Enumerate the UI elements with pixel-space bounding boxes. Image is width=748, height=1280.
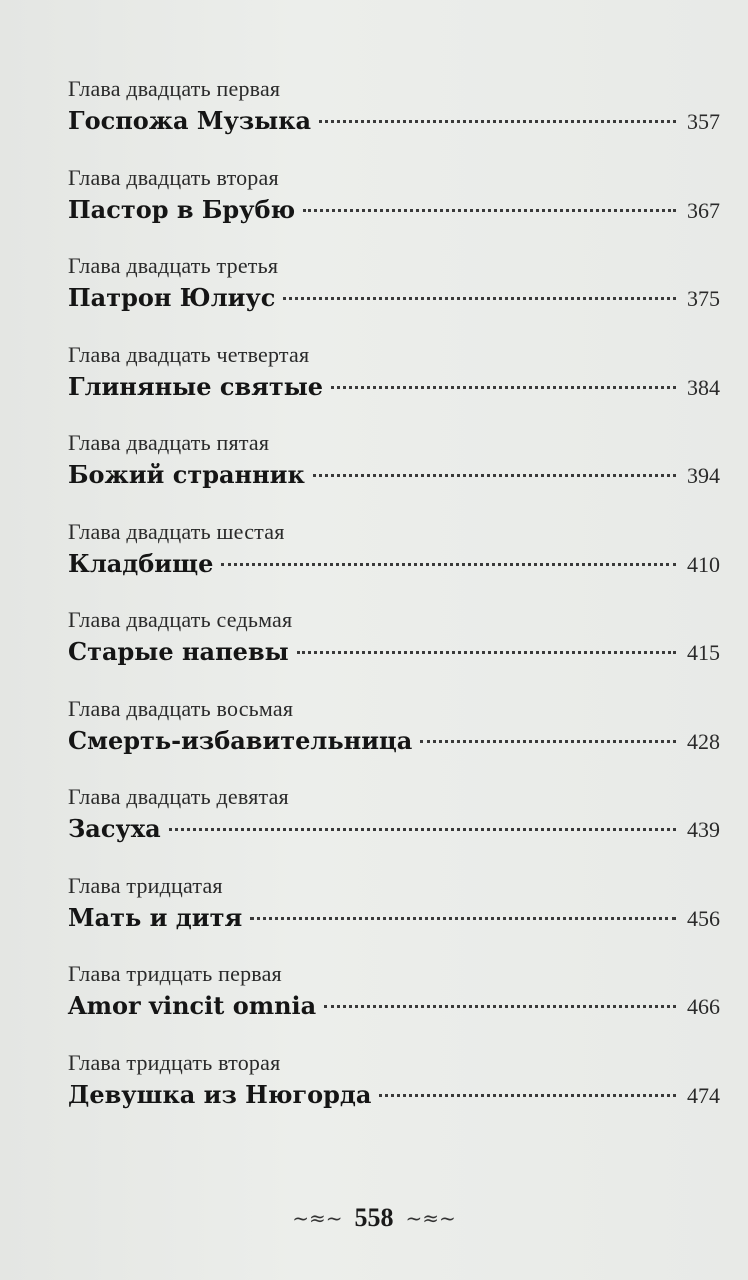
toc-row (68, 104, 720, 138)
chapter-title: Божий странник (68, 460, 305, 489)
toc-row (68, 281, 720, 315)
toc-row (68, 989, 720, 1023)
page-number: 384 (687, 374, 720, 400)
dot-leader (313, 474, 676, 477)
table-of-contents (68, 76, 720, 1138)
ornament-left-icon: ~≈~ (292, 1206, 343, 1230)
dot-leader (303, 209, 676, 212)
toc-row (68, 547, 720, 581)
toc-entry (68, 430, 720, 519)
toc-entry (68, 784, 720, 873)
toc-entry (68, 76, 720, 165)
chapter-title: Смерть-избавительница (68, 725, 413, 755)
dot-leader (250, 917, 676, 920)
toc-entry (68, 607, 720, 696)
chapter-label: Глава двадцать седьмая (68, 607, 293, 632)
chapter-title: Старые напевы (68, 637, 289, 666)
toc-entry (68, 961, 720, 1050)
chapter-title: Патрон Юлиус (68, 283, 276, 312)
page-number: 415 (687, 640, 720, 665)
chapter-label: Глава двадцать первая (68, 76, 281, 101)
chapter-label: Глава тридцать вторая (68, 1049, 281, 1075)
toc-entry (68, 696, 720, 785)
toc-entry (68, 1050, 720, 1139)
chapter-title: Госпожа Музыка (68, 106, 312, 135)
dot-leader (297, 651, 676, 654)
chapter-label: Глава двадцать восьмая (68, 695, 294, 721)
chapter-label: Глава двадцать пятая (68, 430, 270, 455)
page-footer (0, 1203, 748, 1233)
chapter-label: Глава тридцатая (68, 872, 223, 898)
chapter-title: Глиняные святые (68, 371, 324, 401)
chapter-title: Засуха (68, 814, 161, 843)
dot-leader (221, 563, 676, 566)
toc-row (68, 370, 720, 404)
ornament-right-icon: ~≈~ (405, 1206, 456, 1230)
chapter-label: Глава двадцать третья (68, 253, 279, 278)
chapter-label: Глава двадцать вторая (68, 164, 279, 190)
dot-leader (331, 386, 676, 389)
page-number: 367 (687, 197, 720, 223)
toc-entry (68, 873, 720, 962)
dot-leader (169, 828, 676, 831)
page-number: 466 (687, 994, 720, 1019)
footer-page-number: 558 (354, 1203, 394, 1232)
page-number: 410 (687, 551, 720, 577)
chapter-label: Глава тридцать первая (68, 961, 282, 986)
toc-row (68, 458, 720, 492)
dot-leader (319, 120, 676, 123)
toc-row (68, 635, 720, 669)
toc-row (68, 724, 720, 758)
dot-leader (379, 1094, 676, 1097)
toc-entry (68, 165, 720, 254)
toc-entry (68, 253, 720, 342)
toc-row (68, 812, 720, 846)
page-number: 439 (687, 817, 720, 842)
dot-leader (420, 740, 676, 743)
chapter-title: Пастор в Брубю (68, 194, 296, 224)
page-number: 474 (687, 1082, 720, 1108)
toc-entry (68, 519, 720, 608)
page-number: 456 (687, 905, 720, 931)
dot-leader (283, 297, 676, 300)
chapter-title: Девушка из Нюгорда (68, 1079, 372, 1109)
chapter-label: Глава двадцать шестая (68, 518, 285, 544)
page-number: 357 (687, 109, 720, 134)
dot-leader (324, 1005, 676, 1008)
chapter-title: Кладбище (68, 548, 214, 578)
chapter-label: Глава двадцать четвертая (68, 341, 310, 367)
toc-row (68, 193, 720, 227)
chapter-label: Глава двадцать девятая (68, 784, 289, 809)
chapter-title: Мать и дитя (68, 902, 243, 932)
page-number: 428 (687, 728, 720, 754)
toc-row (68, 1078, 720, 1112)
toc-entry (68, 342, 720, 431)
toc-row (68, 901, 720, 935)
chapter-title: Amor vincit omnia (68, 991, 317, 1020)
page-number: 375 (687, 286, 720, 311)
page-number: 394 (687, 463, 720, 488)
